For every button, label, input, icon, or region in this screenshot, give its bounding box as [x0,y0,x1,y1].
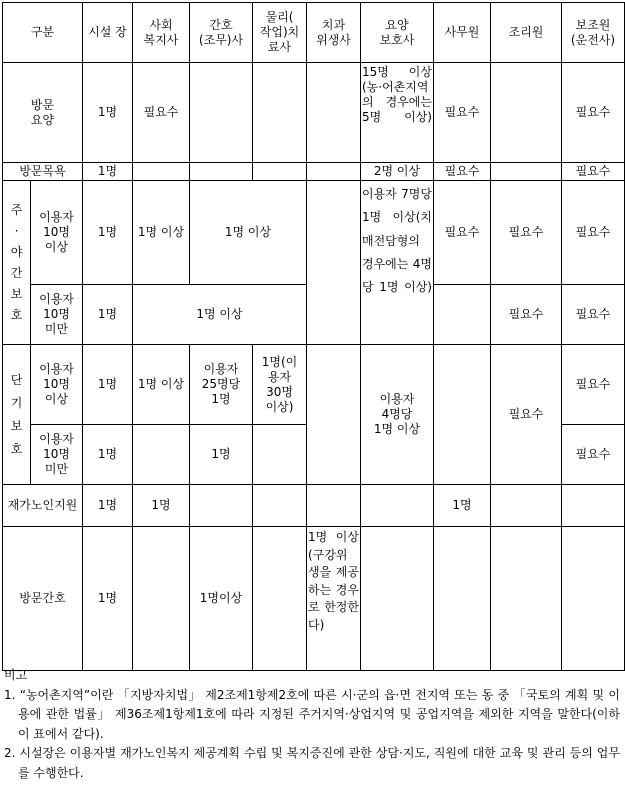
visit-care-label: 방문 요양 [3,63,83,163]
row-short-term-10-plus [3,345,625,425]
header-office: 사무원 [434,3,491,63]
visit-care-nurse [190,63,253,163]
visit-care-dental [307,63,361,163]
visit-nursing-assistant [562,527,625,671]
day-night-sub-10-plus: 이용자 10명 이상 [31,181,83,285]
day-night-assistant-under-10: 필요수 [562,285,625,345]
visit-care-therapist [253,63,307,163]
visit-nursing-office [434,527,491,671]
home-support-assistant [562,485,625,527]
short-term-sub-under-10: 이용자 10명 미만 [31,425,83,485]
day-night-sub-under-10: 이용자 10명 미만 [31,285,83,345]
visit-nursing-social-worker [133,527,190,671]
day-night-label: 주·야간보호 [3,181,31,345]
visit-nursing-caregiver [361,527,434,671]
home-support-nurse [190,485,253,527]
day-night-cook-10-plus: 필요수 [491,181,562,285]
header-nurse: 간호 (조무)사 [190,3,253,63]
visit-bath-nurse [190,163,253,181]
day-night-caregiver: 이용자 7명당 1명 이상(치매전담형의 경우에는 4명당 1명 이상) [361,181,434,345]
day-night-social-worker-10-plus: 1명 이상 [133,181,190,285]
visit-bath-cook [491,163,562,181]
home-support-caregiver [361,485,434,527]
header-caregiver: 요양 보호사 [361,3,434,63]
note-item-2: 2. 시설장은 이용자별 재가노인복지 제공계획 수립 및 복지증진에 관한 상담·지도, 직원에 대한 교육 및 관리 등의 업무를 수행한다. [4,746,620,780]
day-night-dental [307,181,361,345]
header-dental-hygienist: 치과 위생사 [307,3,361,63]
home-support-cook [491,485,562,527]
visit-nursing-facility-head: 1명 [83,527,133,671]
short-term-therapist-10-plus: 1명(이 용자 30명 이상) [253,345,307,425]
short-term-assistant-under-10: 필요수 [562,425,625,485]
day-night-social-nurse-therapist-under-10: 1명 이상 [133,285,307,345]
visit-bath-office: 필요수 [434,163,491,181]
header-social-worker: 사회 복지사 [133,3,190,63]
row-visit-nursing [3,527,625,671]
visit-nursing-therapist [253,527,307,671]
visit-nursing-cook [491,527,562,671]
visit-nursing-nurse: 1명이상 [190,527,253,671]
home-support-therapist [253,485,307,527]
row-visit-bath [3,163,625,181]
short-term-dental [307,345,361,485]
visit-bath-social-worker [133,163,190,181]
row-home-support [3,485,625,527]
visit-nursing-label: 방문간호 [3,527,83,671]
row-day-night-10-plus [3,181,625,285]
note-item-1: 1. “농어촌지역”이란 「지방자치법」 제2조제1항제2호에 따른 시·군의 읍·면 전지역 또는 동 중 「국토의 계획 및 이용에 관한 법률」 제36조제1항제1호에 따라 지정된 주거지역·상업지역 및 공업지역을 제외한 지역을 말한다(이하 이 표에서 같다). [4,687,620,741]
header-facility-head: 시설 장 [83,3,133,63]
home-support-office: 1명 [434,485,491,527]
home-support-facility-head: 1명 [83,485,133,527]
header-assistant: 보조원 (운전사) [562,3,625,63]
day-night-facility-head-10-plus: 1명 [83,181,133,285]
day-night-nurse-therapist-10-plus: 1명 이상 [190,181,307,285]
home-support-social-worker: 1명 [133,485,190,527]
short-term-sub-10-plus: 이용자 10명 이상 [31,345,83,425]
visit-care-cook [491,63,562,163]
visit-bath-assistant: 필요수 [562,163,625,181]
staffing-table [2,2,625,671]
day-night-office: 필요수 [434,181,491,285]
short-term-caregiver: 이용자 4명당 1명 이상 [361,345,434,485]
visit-bath-label: 방문목욕 [3,163,83,181]
visit-care-caregiver: 15명 이상 (농·어촌지역의 경우에는 5명 이상) [361,63,434,163]
short-term-label: 단기보호 [3,345,31,485]
short-term-cook: 필요수 [491,345,562,485]
short-term-nurse-10-plus: 이용자 25명당 1명 [190,345,253,425]
short-term-facility-head-10-plus: 1명 [83,345,133,425]
visit-care-office: 필요수 [434,63,491,163]
visit-nursing-dental: 1명 이상(구강위생을 제공하는 경우로 한정한다) [307,527,361,671]
day-night-cook-under-10: 필요수 [491,285,562,345]
notes-section [4,666,620,783]
notes-title: 비고 [4,668,28,682]
header-cook: 조리원 [491,3,562,63]
short-term-facility-head-under-10: 1명 [83,425,133,485]
visit-care-facility-head: 1명 [83,63,133,163]
home-support-dental [307,485,361,527]
header-category: 구분 [3,3,83,63]
short-term-office [434,345,491,485]
visit-care-social-worker: 필요수 [133,63,190,163]
short-term-social-worker-10-plus: 1명 이상 [133,345,190,425]
short-term-social-worker-under-10 [133,425,190,485]
row-visit-care [3,63,625,163]
visit-bath-therapist [253,163,307,181]
visit-bath-dental [307,163,361,181]
visit-bath-caregiver: 2명 이상 [361,163,434,181]
header-row [3,3,625,63]
short-term-nurse-under-10: 1명 [190,425,253,485]
home-support-label: 재가노인지원 [3,485,83,527]
visit-care-assistant: 필요수 [562,63,625,163]
day-night-assistant-10-plus: 필요수 [562,181,625,285]
day-night-facility-head-under-10: 1명 [83,285,133,345]
header-therapist: 물리( 작업)치 료사 [253,3,307,63]
visit-bath-facility-head: 1명 [83,163,133,181]
short-term-assistant-10-plus: 필요수 [562,345,625,425]
day-night-office-under-10 [434,285,491,345]
short-term-therapist-under-10 [253,425,307,485]
